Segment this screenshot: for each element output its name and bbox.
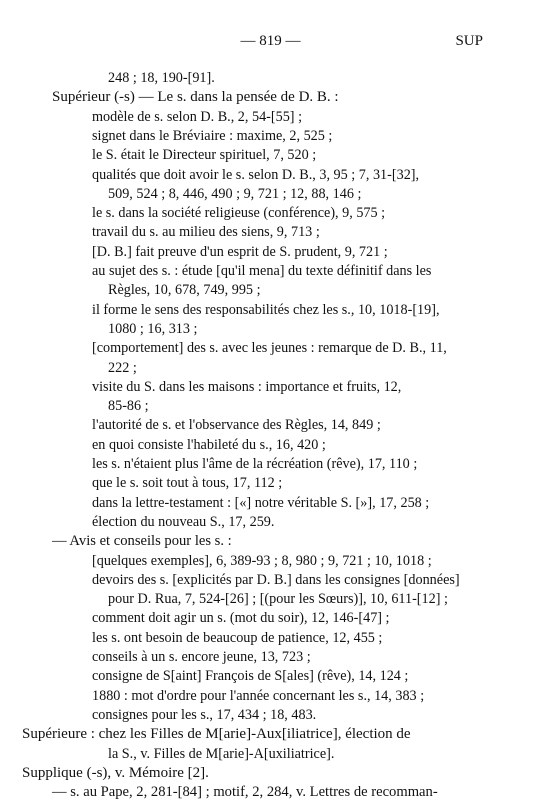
page-number: — 819 — <box>240 33 301 49</box>
index-line: que le s. soit tout à tous, 17, 112 ; <box>92 475 283 492</box>
index-line: pour D. Rua, 7, 524-[26] ; [(pour les Sœurs)], 10, 611-[12] ; <box>108 591 448 608</box>
index-line: dans la lettre-testament : [«] notre véritable S. [»], 17, 258 ; <box>92 494 430 511</box>
index-line: élection du nouveau S., 17, 259. <box>92 513 275 530</box>
index-line: les s. ont besoin de beaucoup de patience, 12, 455 ; <box>92 629 383 646</box>
index-line: devoirs des s. [explicités par D. B.] dans les consignes [données] <box>92 571 460 588</box>
index-line: visite du S. dans les maisons : importance et fruits, 12, <box>92 378 402 395</box>
index-line: [D. B.] fait preuve d'un esprit de S. prudent, 9, 721 ; <box>92 243 388 260</box>
index-entry-heading: Supplique (-s), v. Mémoire [2]. <box>22 764 209 781</box>
index-line: le S. était le Directeur spirituel, 7, 520 ; <box>92 147 317 164</box>
index-line: Règles, 10, 678, 749, 995 ; <box>108 282 261 299</box>
index-line: la S., v. Filles de M[arie]-A[uxiliatrice]. <box>108 745 335 762</box>
index-line: travail du s. au milieu des siens, 9, 713 ; <box>92 224 320 241</box>
index-line: l'autorité de s. et l'observance des Règles, 14, 849 ; <box>92 417 381 434</box>
index-line: consignes pour les s., 17, 434 ; 18, 483. <box>92 706 317 723</box>
index-line: 85-86 ; <box>108 398 149 415</box>
index-line: 1880 : mot d'ordre pour l'année concernant les s., 14, 383 ; <box>92 687 425 704</box>
index-subheading: — Avis et conseils pour les s. : <box>52 533 232 550</box>
index-line: en quoi consiste l'habileté du s., 16, 420 ; <box>92 436 326 453</box>
index-line: les s. n'étaient plus l'âme de la récréation (rêve), 17, 110 ; <box>92 456 418 472</box>
index-line: 1080 ; 16, 313 ; <box>108 320 198 337</box>
index-line: 222 ; <box>108 359 137 376</box>
index-line: il forme le sens des responsabilités chez les s., 10, 1018-[19], <box>92 301 440 318</box>
index-line: comment doit agir un s. (mot du soir), 12, 146-[47] ; <box>92 610 390 627</box>
index-line: modèle de s. selon D. B., 2, 54-[55] ; <box>92 108 303 125</box>
index-subheading: — s. au Pape, 2, 281-[84] ; motif, 2, 284, v. Lettres de recomman- <box>52 784 438 800</box>
index-line: [quelques exemples], 6, 389-93 ; 8, 980 ; 9, 721 ; 10, 1018 ; <box>92 552 432 569</box>
index-line: 248 ; 18, 190-[91]. <box>108 70 215 86</box>
section-header: SUP <box>455 33 483 49</box>
index-line: conseils à un s. encore jeune, 13, 723 ; <box>92 649 311 665</box>
index-line: [comportement] des s. avec les jeunes : remarque de D. B., 11, <box>92 340 447 357</box>
index-line: 509, 524 ; 8, 446, 490 ; 9, 721 ; 12, 88, 146 ; <box>108 185 362 202</box>
index-line: qualités que doit avoir le s. selon D. B., 3, 95 ; 7, 31-[32], <box>92 166 420 183</box>
index-line: le s. dans la société religieuse (conférence), 9, 575 ; <box>92 205 386 222</box>
index-line: au sujet des s. : étude [qu'il mena] du texte définitif dans les <box>92 263 432 279</box>
index-line: signet dans le Bréviaire : maxime, 2, 525 ; <box>92 127 333 144</box>
index-entry-heading: Supérieur (-s) — Le s. dans la pensée de D. B. : <box>52 89 339 106</box>
index-line: consigne de S[aint] François de S[ales] (rêve), 14, 124 ; <box>92 668 409 685</box>
index-entry-heading: Supérieure : chez les Filles de M[arie]-Aux[iliatrice], élection de <box>22 726 411 743</box>
